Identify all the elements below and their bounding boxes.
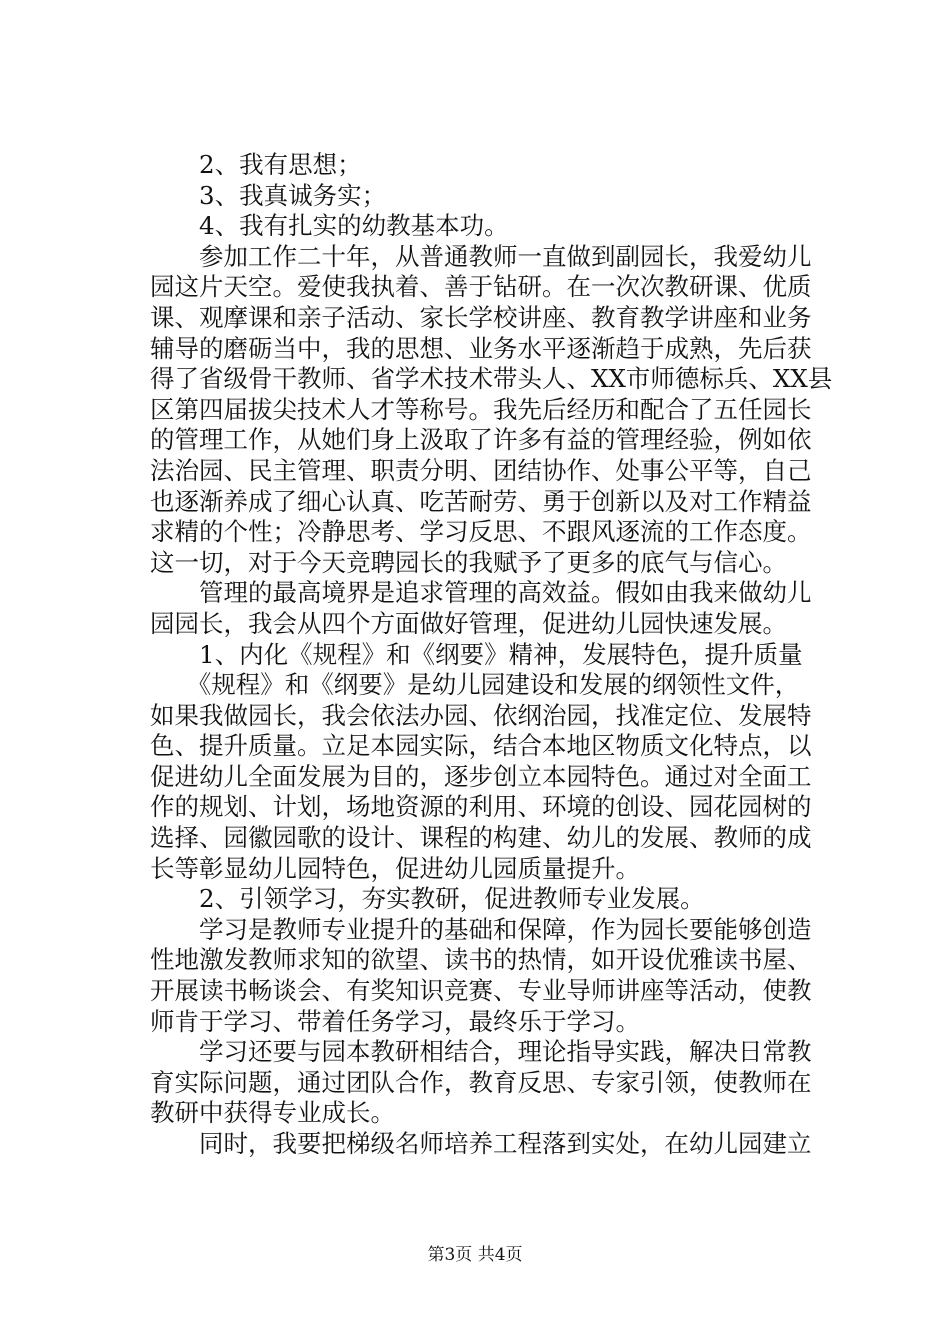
text-line: 促进幼儿全面发展为目的，逐步创立本园特色。通过对全面工 (150, 761, 812, 791)
text-line: 色、提升质量。立足本园实际，结合本地区物质文化特点，以 (150, 731, 812, 761)
text-line: 园这片天空。爱使我执着、善于钻研。在一次次教研课、优质 (150, 272, 812, 302)
text-line: 得了省级骨干教师、省学术技术带头人、XX市师德标兵、XX县 (150, 364, 833, 394)
text-line: 《规程》和《纲要》是幼儿园建设和发展的纲领性文件， (150, 670, 800, 700)
text-line: 作的规划、计划，场地资源的利用、环境的创设、园花园树的 (150, 792, 812, 822)
text-line: 4、我有扎实的幼教基本功。 (150, 211, 509, 241)
text-line: 求精的个性；冷静思考、学习反思、不跟风逐流的工作态度。 (150, 517, 812, 547)
text-line: 长等彰显幼儿园特色，促进幼儿园质量提升。 (150, 853, 640, 883)
text-line: 这一切，对于今天竞聘园长的我赋予了更多的底气与信心。 (150, 547, 787, 577)
text-line: 辅导的磨砺当中，我的思想、业务水平逐渐趋于成熟，先后获 (150, 333, 812, 363)
text-line: 1、内化《规程》和《纲要》精神，发展特色，提升质量 (150, 639, 803, 669)
text-line: 选择、园徽园歌的设计、课程的构建、幼儿的发展、教师的成 (150, 823, 812, 853)
page-footer: 第3页 共4页 (427, 1245, 523, 1265)
text-line: 2、我有思想； (150, 150, 362, 179)
text-line: 园园长，我会从四个方面做好管理，促进幼儿园快速发展。 (150, 608, 787, 638)
text-line: 同时，我要把梯级名师培养工程落到实处，在幼儿园建立 (150, 1129, 812, 1158)
text-line: 2、引领学习，夯实教研，促进教师专业发展。 (150, 884, 705, 914)
text-line: 区第四届拔尖技术人才等称号。我先后经历和配合了五任园长 (150, 394, 812, 424)
text-line: 学习还要与园本教研相结合，理论指导实践，解决日常教 (150, 1037, 812, 1067)
document-body (150, 150, 833, 1160)
text-line: 也逐渐养成了细心认真、吃苦耐劳、勇于创新以及对工作精益 (150, 486, 812, 516)
text-line: 法治园、民主管理、职责分明、团结协作、处事公平等，自己 (150, 455, 812, 485)
text-line: 的管理工作，从她们身上汲取了许多有益的管理经验，例如依 (150, 425, 812, 455)
text-line: 性地激发教师求知的欲望、读书的热情，如开设优雅读书屋、 (150, 945, 812, 975)
text-line: 育实际问题，通过团队合作，教育反思、专家引领，使教师在 (150, 1067, 812, 1097)
text-line: 教研中获得专业成长。 (150, 1098, 395, 1128)
text-line: 课、观摩课和亲子活动、家长学校讲座、教育教学讲座和业务 (150, 302, 812, 332)
text-line: 3、我真诚务实； (150, 180, 387, 210)
text-line: 如果我做园长，我会依法办园、依纲治园，找准定位、发展特 (150, 700, 812, 730)
text-line: 开展读书畅谈会、有奖知识竞赛、专业导师讲座等活动，使教 (150, 976, 812, 1006)
text-line: 参加工作二十年，从普通教师一直做到副园长，我爱幼儿 (150, 241, 812, 271)
text-line: 管理的最高境界是追求管理的高效益。假如由我来做幼儿 (150, 578, 812, 608)
text-line: 学习是教师专业提升的基础和保障，作为园长要能够创造 (150, 914, 812, 944)
text-line: 师肯于学习、带着任务学习，最终乐于学习。 (150, 1006, 640, 1036)
